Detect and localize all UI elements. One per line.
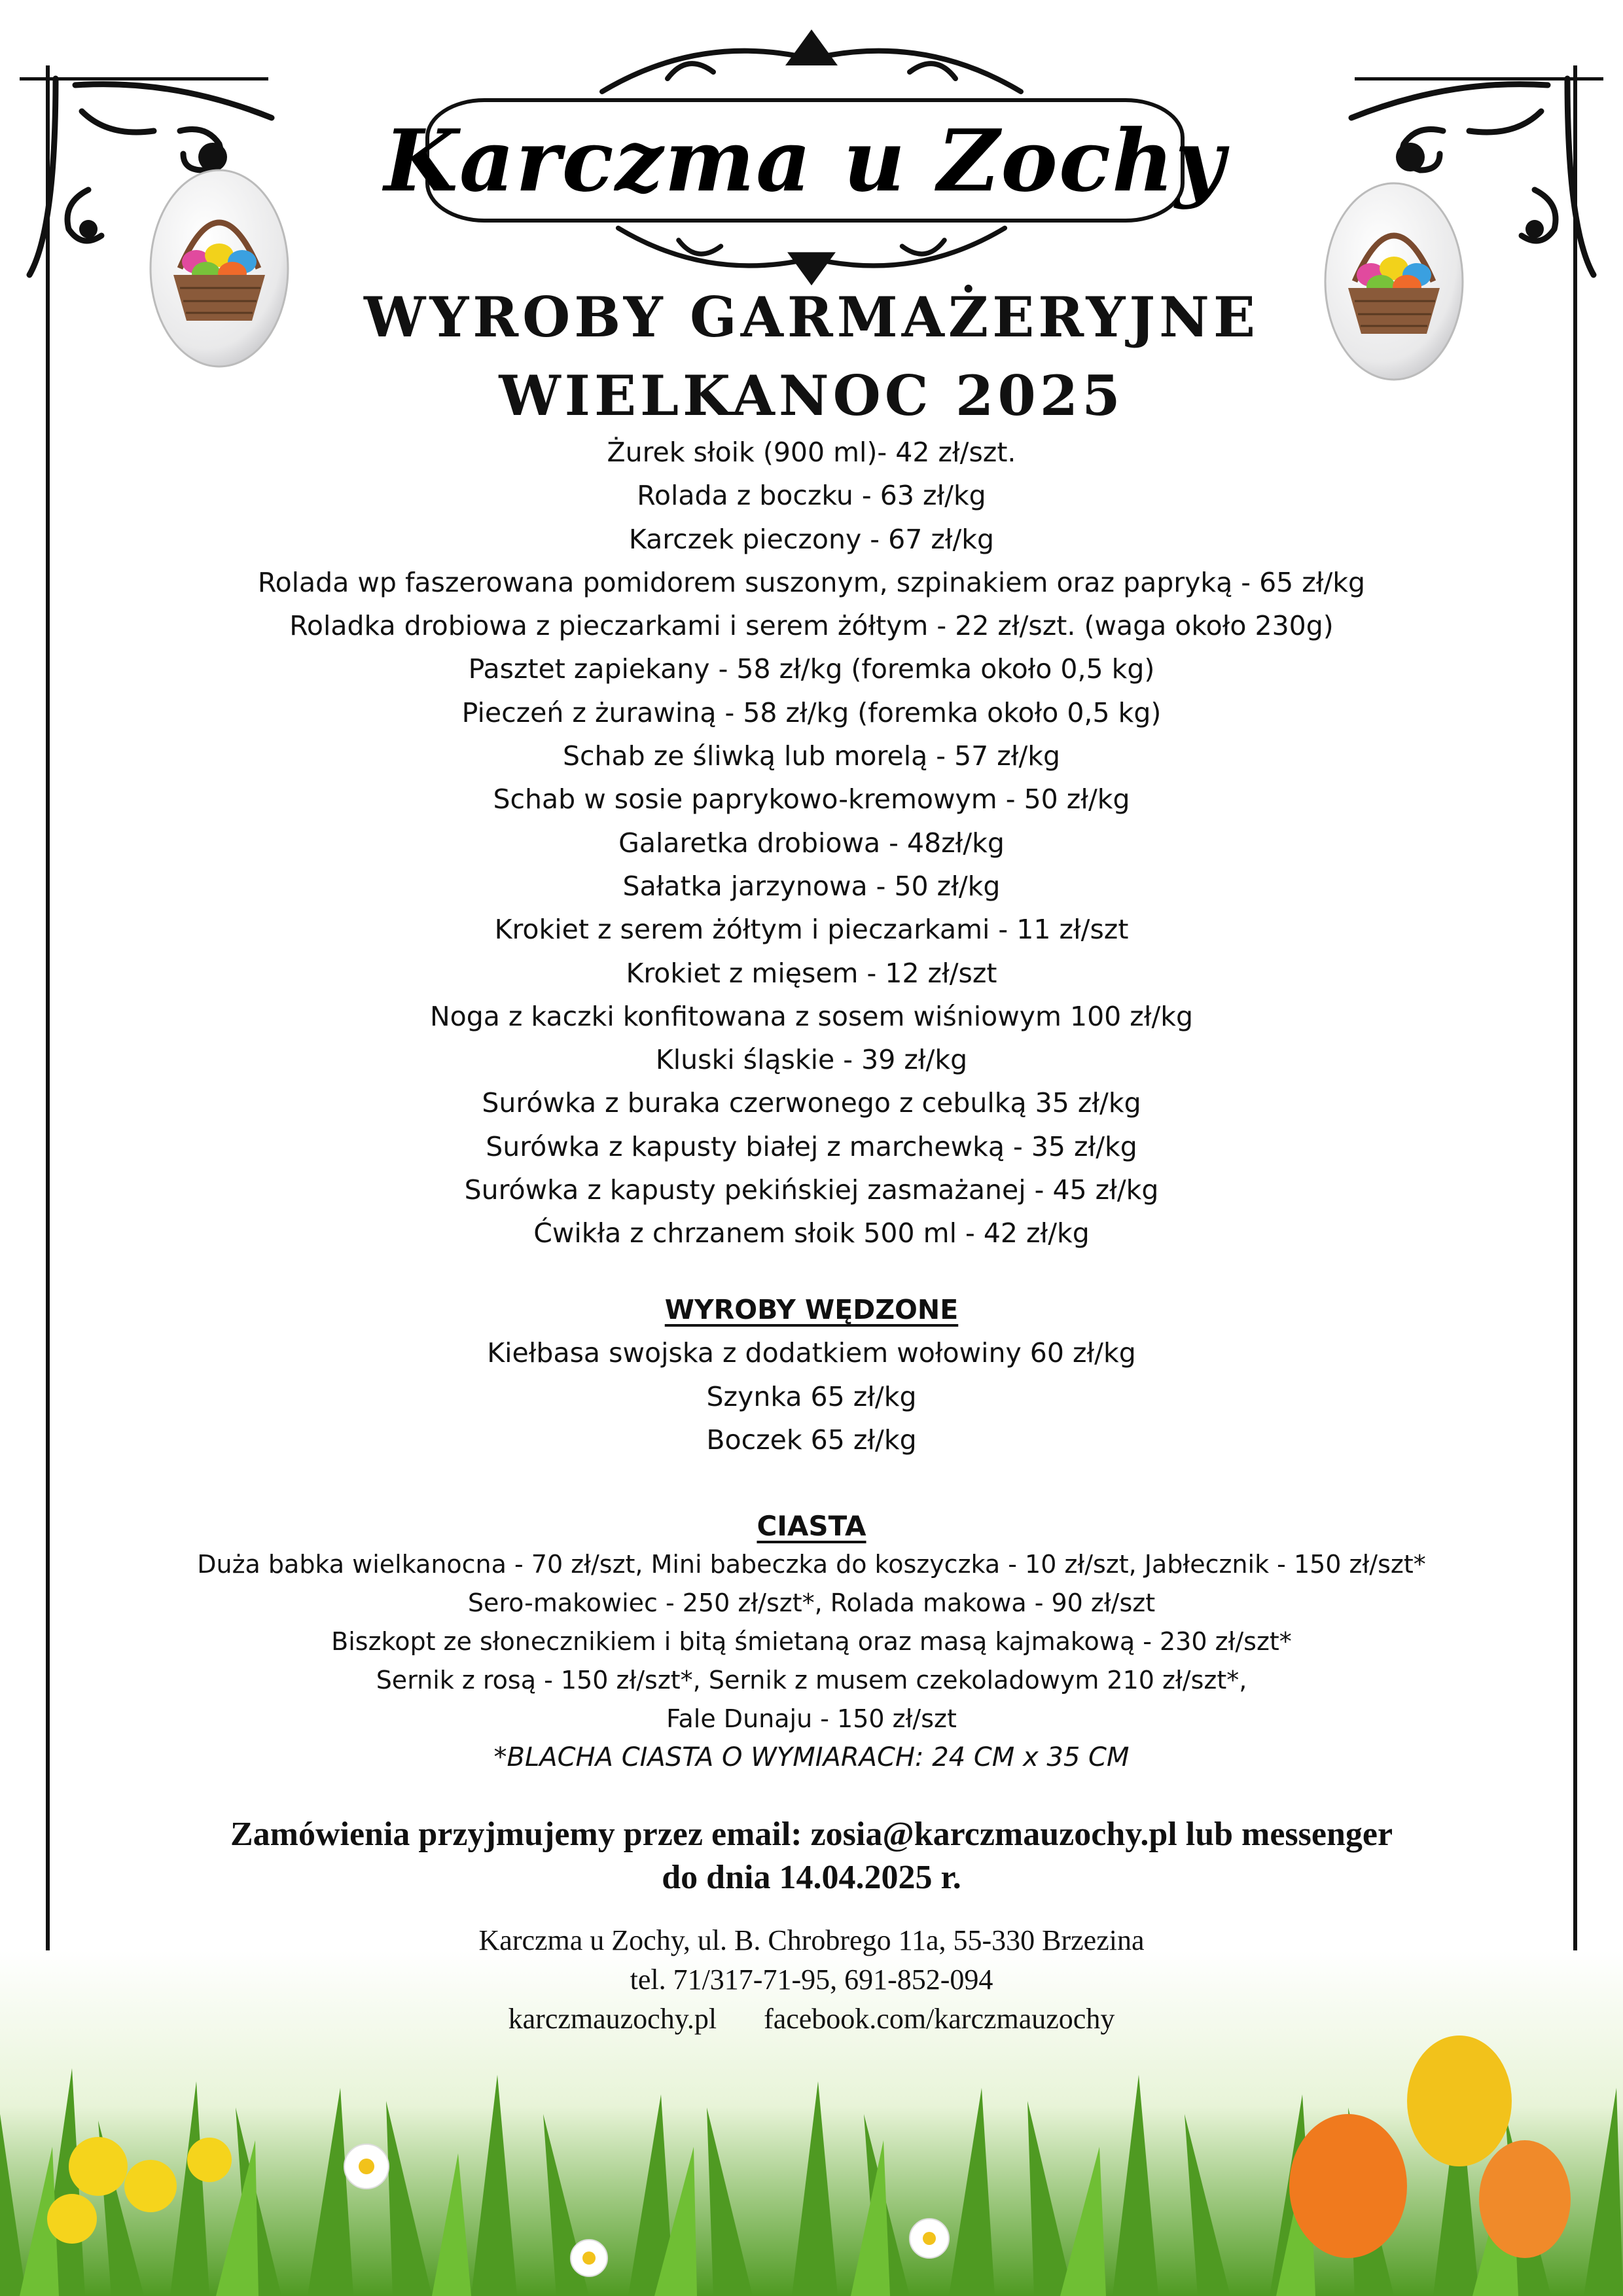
brand-name: Karczma u Zochy [383, 110, 1226, 211]
brand-logo [383, 98, 1226, 223]
contact-info [0, 1921, 1623, 2039]
cakes-section [0, 1507, 1623, 1777]
list-item: Schab w sosie paprykowo-kremowym - 50 zł/kg [493, 783, 1130, 816]
list-item: Kiełbasa swojska z dodatkiem wołowiny 60 zł/kg [487, 1337, 1136, 1369]
list-item: Kluski śląskie - 39 zł/kg [655, 1044, 968, 1076]
list-item: Krokiet z serem żółtym i pieczarkami - 11 zł/szt [494, 914, 1129, 946]
list-item: Żurek słoik (900 ml)- 42 zł/szt. [607, 437, 1016, 468]
list-item: Ćwikła z chrzanem słoik 500 ml - 42 zł/kg [533, 1217, 1090, 1249]
page-title: WYROBY GARMAŻERYJNE [364, 285, 1259, 350]
order-line: Zamówienia przyjmujemy przez email: zosia@karczmauzochy.pl lub messenger [230, 1816, 1393, 1853]
list-item: Surówka z kapusty białej z marchewką - 35 zł/kg [486, 1130, 1137, 1162]
list-item: Schab ze śliwką lub morelą - 57 zł/kg [562, 740, 1061, 772]
list-item: Sernik z rosą - 150 zł/szt*, Sernik z musem czekoladowym 210 zł/szt*, [376, 1666, 1247, 1695]
ornament-scroll-icon [589, 20, 1034, 105]
cake-size-note: *BLACHA CIASTA O WYMIARACH: 24 CM x 35 CM [493, 1742, 1130, 1772]
list-item: Noga z kaczki konfitowana z sosem wiśniowym 100 zł/kg [429, 1000, 1194, 1032]
web-links [0, 2000, 1623, 2039]
list-item: Pasztet zapiekany - 58 zł/kg (foremka około 0,5 kg) [468, 653, 1155, 685]
page-subtitle: WIELKANOC 2025 [499, 363, 1124, 428]
list-item: Sałatka jarzynowa - 50 zł/kg [622, 870, 1001, 902]
list-item: Surówka z buraka czerwonego z cebulką 35 zł/kg [482, 1087, 1141, 1119]
list-item: Boczek 65 zł/kg [706, 1424, 917, 1456]
order-info [0, 1813, 1623, 1899]
smoked-section [0, 1288, 1623, 1462]
list-item: Sero-makowiec - 250 zł/szt*, Rolada makowa - 90 zł/szt [467, 1588, 1156, 1617]
order-deadline: do dnia 14.04.2025 r. [662, 1859, 961, 1896]
list-item: Pieczeń z żurawiną - 58 zł/kg (foremka około 0,5 kg) [461, 696, 1162, 728]
list-item: Krokiet z mięsem - 12 zł/szt [626, 957, 997, 989]
website-link[interactable]: karczmauzochy.pl [508, 2003, 717, 2035]
list-item: Duża babka wielkanocna - 70 zł/szt, Mini babeczka do koszyczka - 10 zł/szt, Jabłecznik - 150 zł/szt* [197, 1550, 1426, 1579]
deli-list [0, 431, 1623, 1255]
list-item: Rolada z boczku - 63 zł/kg [637, 480, 986, 512]
section-title: CIASTA [757, 1510, 866, 1542]
phone: tel. 71/317-71-95, 691-852-094 [630, 1964, 993, 1996]
address: Karczma u Zochy, ul. B. Chrobrego 11a, 55-330 Brzezina [478, 1924, 1145, 1956]
list-item: Fale Dunaju - 150 zł/szt [666, 1704, 957, 1733]
section-title: WYROBY WĘDZONE [664, 1294, 959, 1325]
list-item: Rolada wp faszerowana pomidorem suszonym, szpinakiem oraz papryką - 65 zł/kg [257, 566, 1366, 598]
facebook-link[interactable]: facebook.com/karczmauzochy [764, 2003, 1115, 2035]
list-item: Galaretka drobiowa - 48zł/kg [618, 827, 1005, 859]
list-item: Szynka 65 zł/kg [706, 1380, 917, 1412]
list-item: Roladka drobiowa z pieczarkami i serem żółtym - 22 zł/szt. (waga około 230g) [289, 610, 1334, 642]
list-item: Biszkopt ze słonecznikiem i bitą śmietaną oraz masą kajmakową - 230 zł/szt* [331, 1627, 1292, 1656]
list-item: Karczek pieczony - 67 zł/kg [628, 523, 995, 555]
list-item: Surówka z kapusty pekińskiej zasmażanej - 45 zł/kg [464, 1174, 1159, 1206]
